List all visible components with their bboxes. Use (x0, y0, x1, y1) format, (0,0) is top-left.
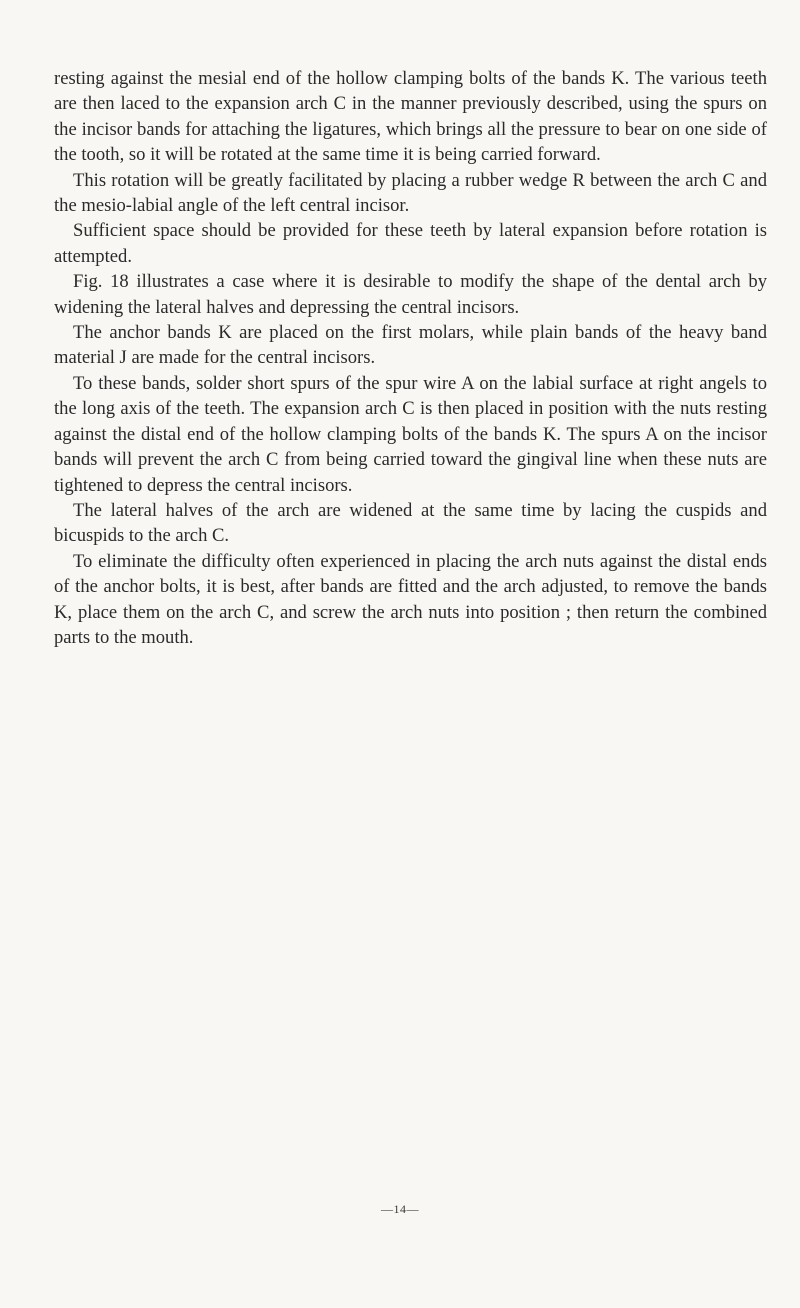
paragraph-1: resting against the mesial end of the hollow clamping bolts of the bands K. The various teeth are then laced to the expansion arch C in the manner previously described, using the spurs on the incisor bands for attaching the ligatures, which brings all the pressure to bear on one side of the tooth, so it will be rotated at the same time it is being carried forward. (54, 68, 767, 166)
paragraph-5: The anchor bands K are placed on the first molars, while plain bands of the heavy band material J are made for the central incisors. (54, 322, 767, 369)
paragraph-8: To eliminate the difficulty often experienced in placing the arch nuts against the distal ends of the anchor bolts, it is best, after bands are fitted and the arch adjusted, to remove the bands K, place them on the arch C, and screw the arch nuts into position ; then return the combined parts to the mouth. (54, 550, 767, 648)
paragraph-2: This rotation will be greatly facilitated by placing a rubber wedge R between the arch C and the mesio-labial angle of the left central incisor. (54, 169, 767, 217)
page-number: —14— (381, 1202, 419, 1216)
paragraph-3: Sufficient space should be provided for these teeth by lateral expansion before rotation is attempted. (54, 220, 767, 267)
paragraph-4: Fig. 18 illustrates a case where it is desirable to modify the shape of the dental arch by widening the lateral halves and depressing the central incisors. (54, 271, 767, 318)
paragraph-7: The lateral halves of the arch are widened at the same time by lacing the cuspids and bicuspids to the arch C. (54, 499, 767, 547)
paragraph-6: To these bands, solder short spurs of the spur wire A on the labial surface at right angels to the long axis of the teeth. The expansion arch C is then placed in position with the nuts resting against the distal end of the hollow clamping bolts of the bands K. The spurs A on the incisor bands will prevent the arch C from being carried toward the gingival line when these nuts are tightened to depress the central incisors. (54, 372, 767, 496)
body-text (54, 66, 767, 650)
